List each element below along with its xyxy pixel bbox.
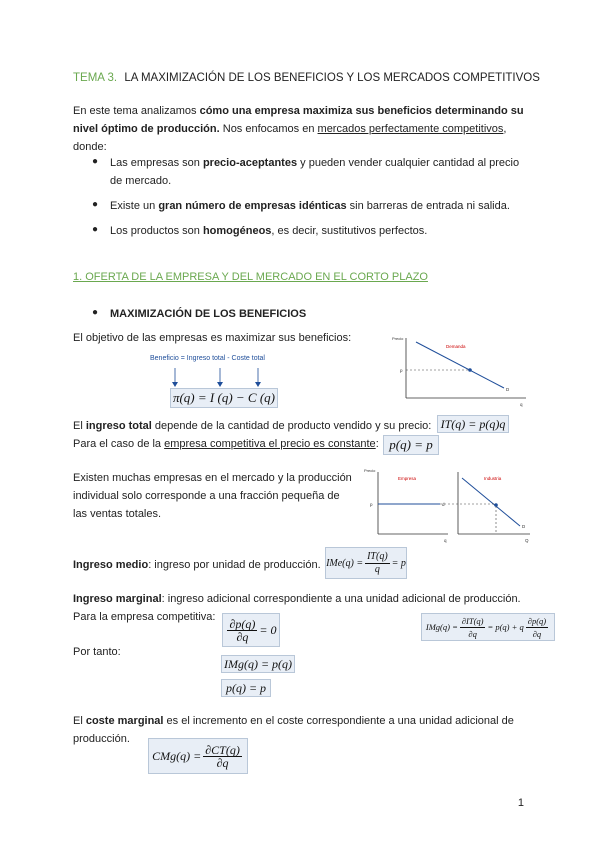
objetivo-text: El objetivo de las empresas es maximizar sus beneficios: [73,332,352,344]
bullet-3-pre: Los productos son [110,225,203,237]
bullet-1-post: y pueden vender cualquier cantidad al precio [297,157,520,169]
ingreso-medio-lhs: IMe(q) = [326,557,364,569]
demand-point [468,368,472,372]
precio-constante-text [73,435,379,453]
empresa-industria-chart [362,466,537,546]
formula-p-constante: p(q) = p [221,679,271,697]
tema-title-text: LA MAXIMIZACIÓN DE LOS BENEFICIOS Y LOS MERCADOS COMPETITIVOS [124,72,540,84]
ingreso-medio-den: q [374,563,380,575]
intro-line-2 [73,120,506,138]
ingreso-medio-num: IT(q) [367,550,388,562]
intro-bold-1: cómo una empresa maximiza sus beneficios determinando su [199,105,524,117]
intro-text-2: Nos enfocamos en [219,123,318,135]
demand-chart-d-label: D [506,387,510,392]
formula-ingreso-medio [325,547,407,579]
bullet-2-bold: gran número de empresas idénticas [158,200,347,212]
formula-ingreso-total: IT(q) = p(q)q [437,415,509,433]
ingreso-medio-fraction [365,551,390,576]
formula-profit: π(q) = I (q) − C (q) [170,388,278,408]
muchas-empresas-l3: las ventas totales. [73,508,162,520]
bullet-1-bold: precio-aceptantes [202,157,298,169]
bullet-dot-icon: ● [92,156,99,167]
ingreso-total-t2: depende de la cantidad de producto vendido y su precio: [151,420,432,432]
coste-marginal-t2: es el incremento en el coste correspondiente a una unidad adicional de [163,715,514,727]
coste-marginal-t1: El [73,715,86,727]
coste-marginal-text [73,712,514,730]
ingreso-total-t1: El [73,420,86,432]
industria-chart-title: Industria [484,476,502,481]
industria-demand-curve [462,478,520,526]
por-tanto-text: Por tanto: [73,646,121,658]
intro-bold-2: nivel óptimo de producción. [73,123,220,135]
coste-marginal-bold: coste marginal [85,715,164,727]
demand-chart-p-label: p [400,368,403,373]
industria-chart-x-label: Q [525,538,529,543]
intro-comma: , [503,123,507,135]
section-1-heading: 1. OFERTA DE LA EMPRESA Y DEL MERCADO EN EL CORTO PLAZO [73,271,428,283]
empresa-chart-d-label: d [442,502,445,507]
coste-marginal-den: ∂q [216,755,229,770]
ingreso-medio-rhs: = p [391,557,406,569]
muchas-empresas-l1: Existen muchas empresas en el mercado y la producción [73,472,352,484]
empresa-chart-p-label: p [370,502,373,507]
document-title [73,72,540,84]
bullet-2 [110,197,510,215]
img-general-fraction-1 [460,615,486,640]
bullet-dot-icon: ● [92,199,99,210]
coste-marginal-fraction [203,744,242,769]
intro-line-1 [73,102,524,120]
ingreso-marginal-text [73,590,521,608]
bullet-3-bold: homogéneos [202,225,272,237]
dp-dq-num: ∂p(q) [229,616,256,631]
img-general-lhs: IMg(q) = [425,622,458,632]
formula-precio-constante: p(q) = p [383,435,439,455]
empresa-chart-x-label: q [444,538,447,543]
industria-point [494,503,498,507]
ingreso-total-text [73,417,431,435]
intro-text-1: En este tema analizamos [73,105,200,117]
bullet-1 [110,154,519,172]
bullet-3 [110,222,427,240]
precio-constante-t2: : [375,438,379,450]
empresa-chart-ylabel: Precio [364,468,376,473]
img-general-fraction-2 [526,615,548,640]
bullet-3-post: , es decir, sustitutivos perfectos. [271,225,428,237]
empresa-competitiva-text: Para la empresa competitiva: [73,611,216,623]
dp-dq-den: ∂q [236,629,249,644]
demand-chart [388,330,538,410]
ingreso-medio-bold: Ingreso medio [73,559,149,571]
coste-marginal-lhs: CMg(q) = [152,748,202,763]
bullet-1-line2: de mercado. [110,175,172,187]
tema-label: TEMA 3. [73,72,118,84]
muchas-empresas-l2: individual solo corresponde a una fracción pequeña de [73,490,340,502]
img-general-den: ∂q [468,628,477,639]
img-general-num: ∂IT(q) [461,615,484,626]
demand-chart-ylabel: Precio [392,336,404,341]
bullet-1-pre: Las empresas son [110,157,203,169]
demand-chart-x-label: q [520,402,523,407]
dp-dq-fraction [227,618,257,643]
formula-img-general [421,613,555,641]
ingreso-total-bold: ingreso total [85,420,152,432]
img-general-num2: ∂p(q) [527,615,547,626]
precio-constante-underline: empresa competitiva el precio es constante [164,438,376,450]
precio-constante-t1: Para el caso de la [73,438,165,450]
formula-coste-marginal [148,738,248,774]
intro-line-3: donde: [73,141,107,153]
img-general-mid: = p(q) + q [487,622,524,632]
img-general-den2: ∂q [532,628,542,639]
bullet-2-pre: Existe un [110,200,159,212]
industria-chart-d-label: D [522,524,526,529]
subheading-maximizacion: MAXIMIZACIÓN DE LOS BENEFICIOS [110,308,307,320]
dp-dq-rhs: = 0 [259,622,277,637]
beneficio-arrows [150,366,280,388]
coste-marginal-line2: producción. [73,733,130,745]
bullet-dot-icon: ● [92,307,99,318]
ingreso-marginal-t1: : ingreso adicional correspondiente a una unidad adicional de producción. [161,593,521,605]
beneficio-labels: Beneficio = Ingreso total - Coste total [150,355,265,362]
bullet-dot-icon: ● [92,224,99,235]
page-number: 1 [517,797,524,809]
ingreso-medio-t1: : ingreso por unidad de producción. [148,559,321,571]
empresa-chart-title: Empresa [398,476,417,481]
ingreso-marginal-bold: Ingreso marginal [73,593,162,605]
coste-marginal-num: ∂CT(q) [205,742,240,757]
formula-dp-dq [222,613,280,647]
intro-underline: mercados perfectamente competitivos [317,123,504,135]
demand-chart-legend: Demanda [446,344,466,349]
formula-img-p: IMg(q) = p(q) [221,655,295,673]
bullet-2-post: sin barreras de entrada ni salida. [346,200,510,212]
ingreso-medio-text [73,556,321,574]
